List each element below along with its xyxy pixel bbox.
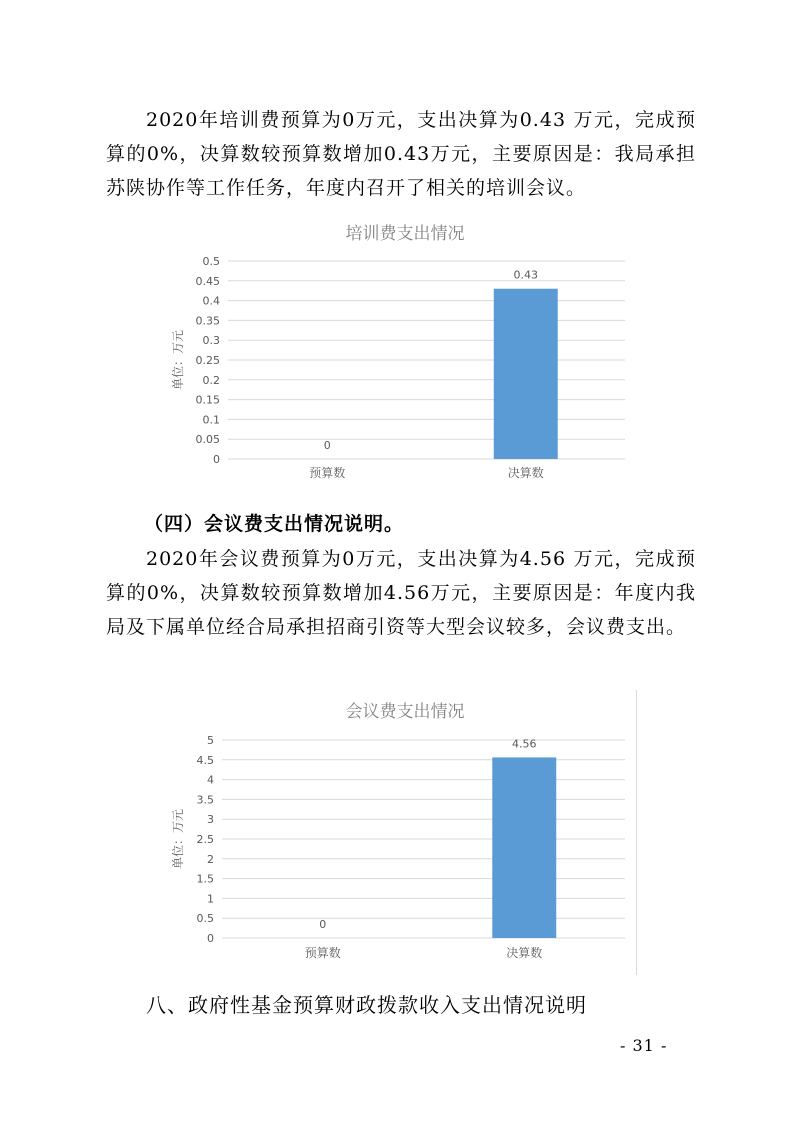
section-title-fund-budget: 八、政府性基金预算财政拨款收入支出情况说明	[146, 993, 587, 1017]
y-axis-label: 单位：万元	[171, 808, 185, 870]
y-axis-label: 单位：万元	[171, 329, 185, 391]
paragraph-meeting-fee: 2020年会议费预算为0万元，支出决算为4.56 万元，完成预算的0%，决算数较预算数增加4.56万元，主要原因是：年度内我局及下属单位经合局承担招商引资等大型会议较多，会议费支出。	[106, 548, 696, 638]
data-label: 0.43	[513, 268, 538, 282]
y-tick-label: 0.3	[202, 334, 220, 348]
y-tick-label: 0.2	[202, 373, 220, 387]
y-tick-label: 0.25	[195, 354, 220, 367]
training-fee-chart-svg	[170, 215, 640, 490]
y-tick-label: 3	[207, 813, 214, 827]
x-tick-label: 决算数	[507, 466, 544, 480]
y-tick-label: 0.45	[195, 274, 220, 288]
page-number: - 31 -	[620, 1036, 668, 1055]
y-tick-label: 1	[207, 892, 214, 906]
x-tick-label: 决算数	[506, 946, 543, 960]
y-tick-label: 0.05	[195, 433, 220, 447]
chart-title: 培训费支出情况	[345, 224, 465, 244]
bar	[494, 289, 558, 459]
data-label: 0	[323, 439, 331, 452]
y-tick-label: 5	[207, 734, 214, 747]
x-tick-label: 预算数	[304, 946, 341, 960]
y-tick-label: 1.5	[196, 872, 214, 886]
y-tick-label: 4.5	[196, 753, 214, 767]
y-tick-label: 0.1	[202, 413, 220, 427]
y-tick-label: 2	[207, 852, 214, 866]
y-tick-label: 0.5	[196, 912, 214, 926]
y-tick-label: 0.5	[202, 255, 220, 268]
training-fee-chart	[170, 215, 640, 490]
data-label: 4.56	[512, 737, 537, 751]
paragraph-training-fee: 2020年培训费预算为0万元，支出决算为0.43 万元，完成预算的0%，决算数较预算数增加0.43万元，主要原因是：我局承担苏陕协作等工作任务，年度内召开了相关的培训会议。	[106, 109, 696, 199]
y-tick-label: 3.5	[196, 793, 214, 807]
y-tick-label: 4	[207, 773, 214, 787]
y-tick-label: 0.4	[202, 294, 220, 308]
y-tick-label: 0	[207, 932, 214, 945]
y-tick-label: 0	[213, 453, 220, 466]
y-tick-label: 2.5	[196, 833, 214, 846]
chart-title: 会议费支出情况	[345, 702, 465, 722]
meeting-fee-chart	[170, 693, 640, 973]
section-heading-meeting-fee: （四）会议费支出情况说明。	[144, 513, 405, 535]
y-tick-label: 0.35	[195, 314, 220, 328]
y-tick-label: 0.15	[195, 393, 220, 407]
data-label: 0	[319, 918, 327, 931]
bar	[492, 757, 556, 938]
chart-frame-edge	[636, 690, 637, 975]
meeting-fee-chart-svg	[170, 693, 640, 973]
x-tick-label: 预算数	[309, 466, 346, 480]
